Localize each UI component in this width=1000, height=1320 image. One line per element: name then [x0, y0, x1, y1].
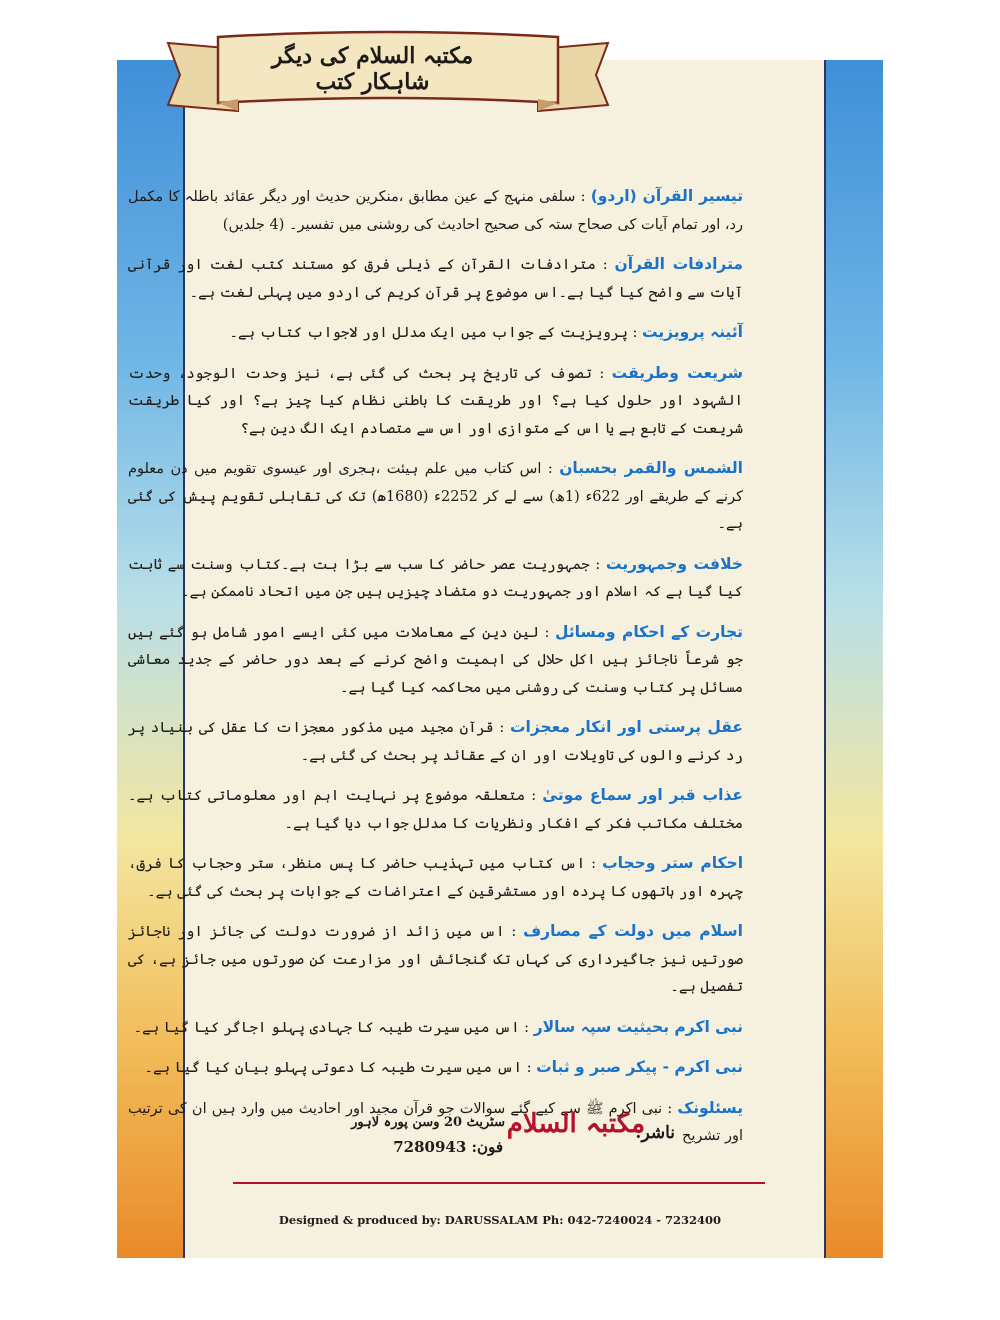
book-title: عقل پرستی اور انکار معجزات — [509, 718, 744, 736]
book-entry — [128, 850, 743, 906]
book-description: : اس میں سیرت طیبہ کا جہادی پہلو اجاگر کیا گیا ہے۔ — [133, 1019, 530, 1036]
book-entry — [128, 360, 743, 444]
book-description: : اس کتاب میں علم ہیئت ،ہجری اور عیسوی تقویم میں دن معلوم کرنے کے طریقے اور 622ء (1ھ) سے لے کر 2252ء (1680ھ) تک کی تقابلی تقویم پیش کی گئی ہے۔ — [128, 461, 743, 532]
publisher-address: سٹریٹ 20 وسن پورہ لاہور — [351, 1115, 505, 1130]
book-title: خلافت وجمہوریت — [605, 554, 744, 573]
book-entry — [128, 1054, 743, 1083]
book-title: اسلام میں دولت کے مصارف — [523, 922, 743, 940]
publisher-phone: فون: 7280943 — [393, 1138, 503, 1156]
book-entry — [128, 714, 743, 770]
book-title: مترادفات القرآن — [614, 255, 743, 273]
book-entry — [128, 251, 743, 307]
book-description: : متعلقہ موضوع پر نہایت اہم اور معلوماتی کتاب ہے۔مختلف مکاتب فکر کے افکار ونظریات کا مدلل جواب دیا گیا ہے۔ — [128, 788, 743, 832]
book-description: : اس میں زائد از ضرورت دولت کی جائز اور ناجائز صورتیں نیز جاگیرداری کی کہاں تک گنجائش اور مزارعت کن صورتوں میں جائز ہے، کی تفصیل ہے۔ — [128, 924, 743, 995]
book-list — [128, 183, 743, 1163]
credits-line: Designed & produced by: DARUSSALAM Ph: 042-7240024 - 7232400 — [278, 1213, 722, 1227]
book-description: : سلفی منہج کے عین مطابق ،منکرین حدیث اور دیگر عقائد باطلہ کا مکمل رد، اور تمام آیات کی صحاح ستہ کی صحیح احادیث کی روشنی میں تفسیر۔ (4 جلدیں) — [128, 189, 743, 233]
publisher-label: ناشر: — [635, 1123, 675, 1143]
book-description: : اس کتاب میں تہذیب حاضر کا پس منظر، ستر وحجاب کا فرق، چہرہ اور ہاتھوں کا پردہ اور مستشرقین کے اعتراضات کے جوابات پر بحث کی گئی ہے۔ — [128, 856, 743, 900]
book-entry — [128, 619, 743, 703]
book-entry — [128, 782, 743, 838]
book-entry — [128, 551, 743, 607]
book-title: الشمس والقمر بحسبان — [559, 459, 743, 477]
book-entry — [128, 319, 743, 348]
book-title: نبی اکرم - پیکر صبر و ثبات — [536, 1058, 743, 1076]
book-description: : پرویزیت کے جواب میں ایک مدلل اور لاجواب کتاب ہے۔ — [229, 325, 638, 341]
book-title: تجارت کے احکام ومسائل — [555, 622, 743, 641]
book-description: : اس میں سیرت طیبہ کا دعوتی پہلو بیان کیا گیا ہے۔ — [144, 1060, 532, 1076]
banner-title: مکتبہ السلام کی دیگر شاہکار کتب — [271, 43, 474, 95]
book-description: : جمہوریت عصر حاضر کا سب سے بڑا بت ہے۔کتاب وسنت سے ثابت کیا گیا ہے کہ اسلام اور جمہوریت دو متضاد چیزیں ہیں جن میں اتحاد ناممکن ہے۔ — [128, 556, 743, 600]
publisher-info — [330, 1105, 675, 1175]
book-entry — [128, 183, 743, 239]
book-entry — [128, 1014, 743, 1043]
book-title: احکام ستر وحجاب — [602, 854, 744, 872]
book-description: : مترادفات القرآن کے ذیلی فرق کو مستند کتب لغت اور قرآنی آیات سے واضح کیا گیا ہے۔اس موضوع پر قرآن کریم کی اردو میں پہلی لغت ہے۔ — [128, 257, 743, 301]
divider-line — [233, 1182, 765, 1184]
book-title: آئینہ پرویزیت — [641, 323, 743, 341]
publisher-logo: مکتبہ السلام — [506, 1109, 645, 1139]
book-title: شریعت وطریقت — [611, 363, 743, 382]
book-title: عذاب قبر اور سماع موتیٰ — [542, 786, 743, 804]
book-description: : تصوف کی تاریخ پر بحث کی گئی ہے، نیز وحدت الوجود، وحدت الشہود اور حلول کیا ہے؟ اور طریقت کا باطنی نظام کیا چیز ہے؟ اور کیا طریقت شریعت کے تابع ہے یا اس کے متوازی اور اس سے متصادم ایک الگ دین ہے؟ — [128, 365, 743, 437]
book-description: : قرآن مجید میں مذکور معجزات کا عقل کی بنیاد پر رد کرنے والوں کی تاویلات اور ان کے عقائد پر بحث کی گئی ہے۔ — [128, 720, 743, 764]
book-entry — [128, 455, 743, 539]
book-description: : لین دین کے معاملات میں کئی ایسے امور شامل ہو گئے ہیں جو شرعاً ناجائز ہیں اکل حلال کی اہمیت واضح کرنے کے بعد دور حاضر کے جدید معاشی مسائل پر کتاب وسنت کی روشنی میں محاکمہ کیا گیا ہے۔ — [128, 624, 743, 696]
book-title: یسئلونک — [677, 1098, 744, 1117]
book-title: نبی اکرم بحیثیت سپہ سالار — [533, 1017, 743, 1036]
book-title: تیسیر القرآن (اردو) — [590, 187, 744, 205]
book-entry — [128, 918, 743, 1002]
book-description: : نبی اکرم ﷺ سے کیے گئے سوالات جو قرآن مجید اور احادیث میں وارد ہیں ان کی ترتیب اور تشریح — [128, 1100, 743, 1144]
